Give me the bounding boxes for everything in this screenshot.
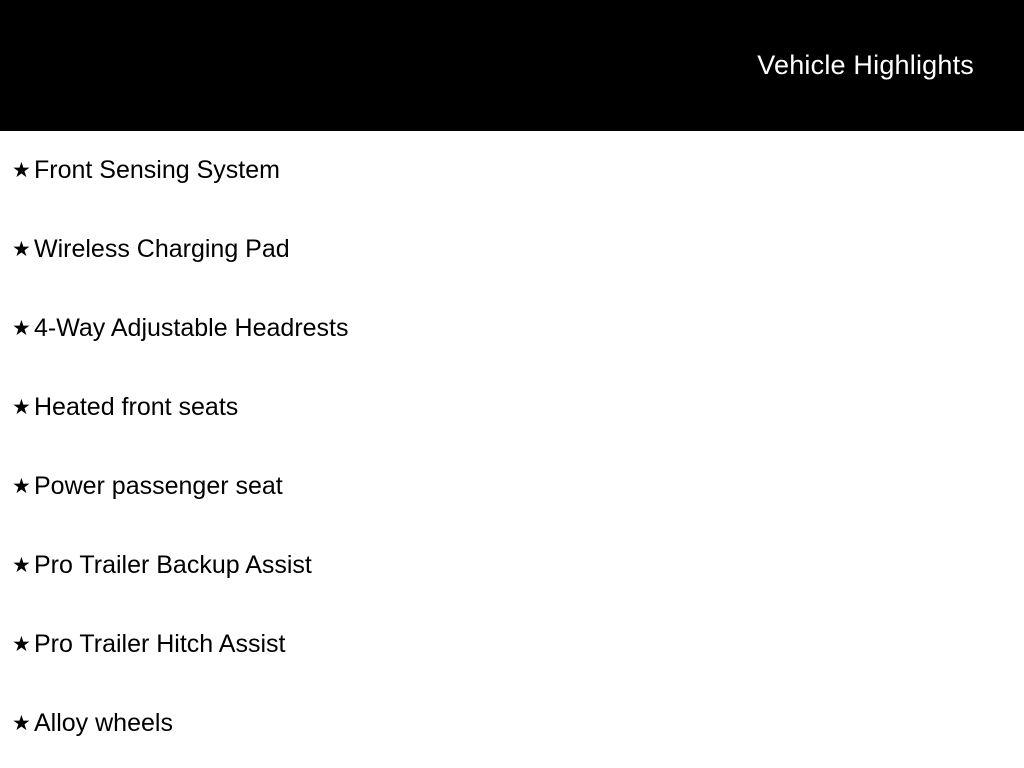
list-item xyxy=(0,526,1024,605)
list-item xyxy=(0,131,1024,210)
star-icon: ★ xyxy=(12,554,31,577)
header-bar xyxy=(0,0,1024,131)
list-item-label: Pro Trailer Hitch Assist xyxy=(34,630,286,658)
list-item xyxy=(0,447,1024,526)
list-item xyxy=(0,605,1024,684)
list-item xyxy=(0,684,1024,763)
list-item-label: Wireless Charging Pad xyxy=(34,235,290,263)
star-icon: ★ xyxy=(12,633,31,656)
star-icon: ★ xyxy=(12,712,31,735)
list-item-label: Front Sensing System xyxy=(34,156,280,184)
list-item-label: Power passenger seat xyxy=(34,472,283,500)
list-item-label: Pro Trailer Backup Assist xyxy=(34,551,312,579)
page-title: Vehicle Highlights xyxy=(757,50,974,80)
star-icon: ★ xyxy=(12,396,31,419)
list-item-label: Alloy wheels xyxy=(34,709,173,737)
star-icon: ★ xyxy=(12,475,31,498)
list-item xyxy=(0,210,1024,289)
list-item xyxy=(0,368,1024,447)
list-item-label: 4-Way Adjustable Headrests xyxy=(34,314,349,342)
star-icon: ★ xyxy=(12,238,31,261)
list-item-label: Heated front seats xyxy=(34,393,239,421)
vehicle-highlights-list xyxy=(0,131,1024,763)
star-icon: ★ xyxy=(12,317,31,340)
list-item xyxy=(0,289,1024,368)
star-icon: ★ xyxy=(12,159,31,182)
